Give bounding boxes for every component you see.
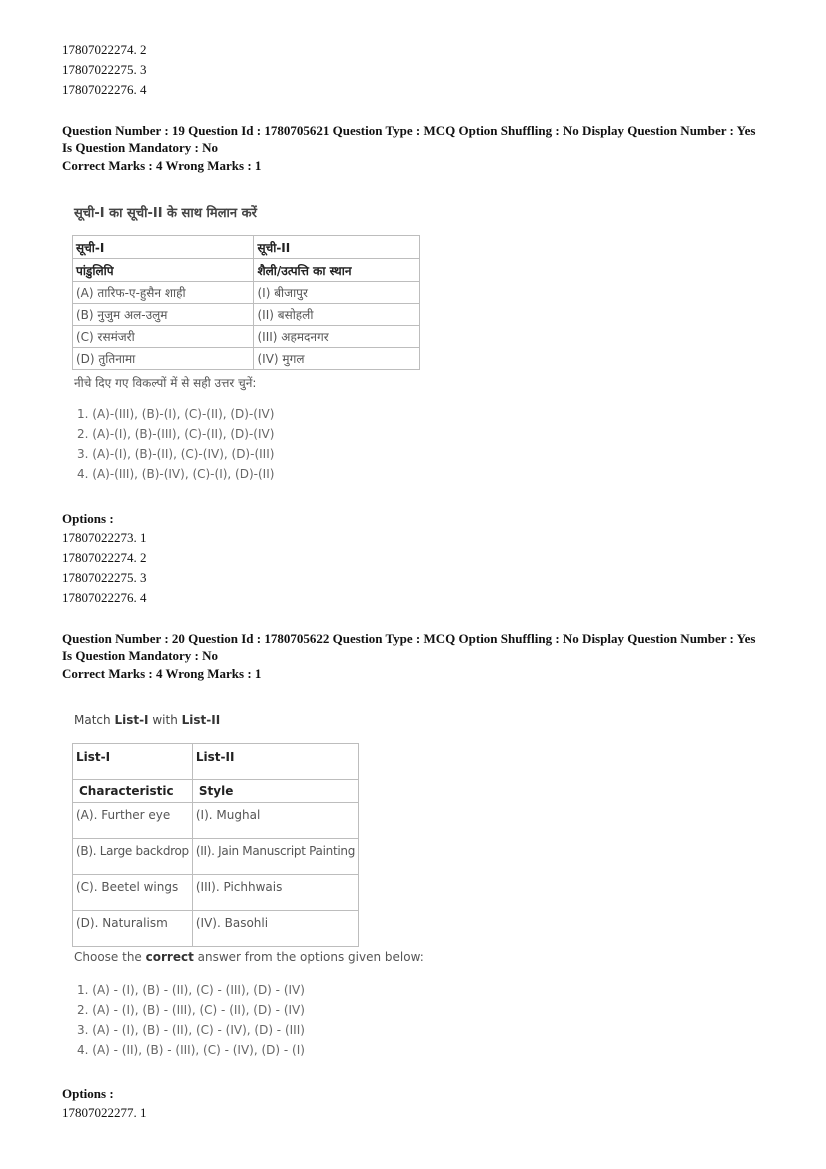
- option-line: 17807022276. 4: [62, 82, 147, 97]
- question-19-meta: Question Number : 19 Question Id : 1780705621 Question Type : MCQ Option Shuffling : No Display Question Number : Yes Is Question Mandatory : No: [62, 123, 756, 155]
- table-cell: (II) बसोहली: [254, 304, 420, 326]
- question-20-marks: Correct Marks : 4 Wrong Marks : 1: [62, 666, 262, 681]
- table-row: [73, 875, 359, 911]
- table-row: [73, 282, 420, 304]
- table-cell: (A). Further eye: [73, 803, 193, 839]
- question-20-instruction: Match List-I with List-II: [74, 713, 221, 727]
- table-cell: (A) तारिफ-ए-हुसैन शाही: [73, 282, 254, 304]
- table-row: [73, 326, 420, 348]
- table-row: [73, 839, 359, 875]
- question-19-marks: Correct Marks : 4 Wrong Marks : 1: [62, 158, 262, 173]
- options-label: Options :: [62, 511, 114, 526]
- table-cell: Characteristic: [73, 780, 193, 803]
- question-19-instruction: सूची-I का सूची-II के साथ मिलान करें: [74, 206, 257, 221]
- choice-item: 4. (A) - (II), (B) - (III), (C) - (IV), (D) - (I): [77, 1043, 305, 1057]
- question-20-prompt: Choose the correct answer from the options given below:: [74, 950, 424, 964]
- options-label: Options :: [62, 1086, 114, 1101]
- table-row: [73, 803, 359, 839]
- option-line: 17807022275. 3: [62, 62, 147, 77]
- option-line: 17807022273. 1: [62, 530, 147, 545]
- question-20-meta: Question Number : 20 Question Id : 1780705622 Question Type : MCQ Option Shuffling : No Display Question Number : Yes Is Question Mandatory : No: [62, 631, 756, 663]
- table-cell: (III). Pichhwais: [192, 875, 358, 911]
- option-line: 17807022277. 1: [62, 1105, 147, 1120]
- table-header-row: [73, 744, 359, 780]
- table-cell: (I). Mughal: [192, 803, 358, 839]
- option-line: 17807022275. 3: [62, 570, 147, 585]
- table-cell: (C). Beetel wings: [73, 875, 193, 911]
- table-cell: शैली/उत्पत्ति का स्थान: [254, 259, 420, 282]
- table-cell: (I) बीजापुर: [254, 282, 420, 304]
- option-line: 17807022276. 4: [62, 590, 147, 605]
- table-row: [73, 911, 359, 947]
- match-table-20: [72, 743, 359, 947]
- table-cell: सूची-I: [73, 236, 254, 259]
- table-cell: (IV). Basohli: [192, 911, 358, 947]
- table-cell: पांडुलिपि: [73, 259, 254, 282]
- table-cell: (B) नुजुम अल-उलुम: [73, 304, 254, 326]
- question-19-prompt: नीचे दिए गए विकल्पों में से सही उत्तर चुनें:: [74, 376, 257, 390]
- table-cell: Style: [192, 780, 358, 803]
- table-cell: (III) अहमदनगर: [254, 326, 420, 348]
- choice-item: 4. (A)-(III), (B)-(IV), (C)-(I), (D)-(II): [77, 467, 275, 481]
- table-cell: (B). Large backdrop: [73, 839, 193, 875]
- table-header-row: [73, 259, 420, 282]
- table-cell: (C) रसमंजरी: [73, 326, 254, 348]
- choice-item: 3. (A)-(I), (B)-(II), (C)-(IV), (D)-(III): [77, 447, 275, 461]
- match-table-19: [72, 235, 420, 370]
- table-cell: (IV) मुगल: [254, 348, 420, 370]
- table-cell: (D). Naturalism: [73, 911, 193, 947]
- table-row: [73, 304, 420, 326]
- choice-item: 2. (A) - (I), (B) - (III), (C) - (II), (D) - (IV): [77, 1003, 305, 1017]
- table-header-row: [73, 780, 359, 803]
- table-cell: सूची-II: [254, 236, 420, 259]
- choice-item: 1. (A)-(III), (B)-(I), (C)-(II), (D)-(IV): [77, 407, 275, 421]
- option-line: 17807022274. 2: [62, 550, 147, 565]
- choice-item: 3. (A) - (I), (B) - (II), (C) - (IV), (D) - (III): [77, 1023, 305, 1037]
- option-line: 17807022274. 2: [62, 42, 147, 57]
- choice-item: 1. (A) - (I), (B) - (II), (C) - (III), (D) - (IV): [77, 983, 305, 997]
- table-cell: (D) तुतिनामा: [73, 348, 254, 370]
- table-header-row: [73, 236, 420, 259]
- choice-item: 2. (A)-(I), (B)-(III), (C)-(II), (D)-(IV): [77, 427, 275, 441]
- table-row: [73, 348, 420, 370]
- table-cell: List-I: [73, 744, 193, 780]
- table-cell: (II). Jain Manuscript Painting: [192, 839, 358, 875]
- table-cell: List-II: [192, 744, 358, 780]
